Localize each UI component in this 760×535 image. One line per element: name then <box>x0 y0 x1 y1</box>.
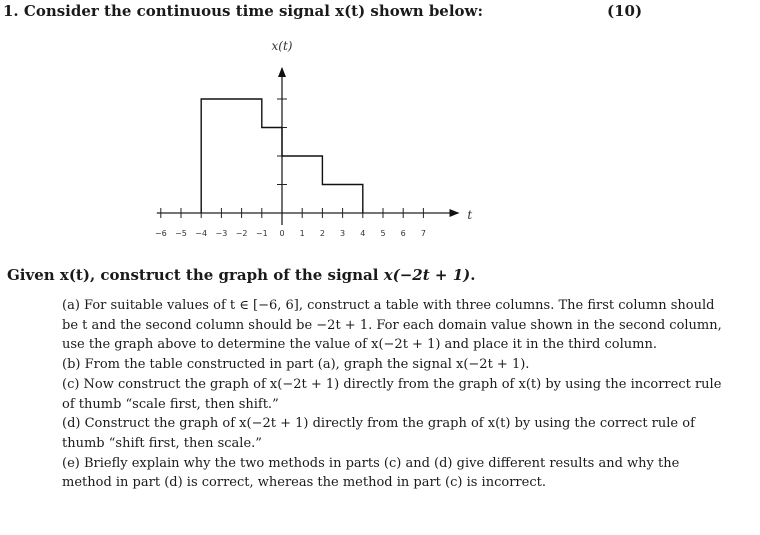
given-statement <box>7 266 475 284</box>
x-tick-label: −1 <box>255 229 268 238</box>
x-tick-label: 0 <box>279 229 285 238</box>
x-tick-label: 1 <box>299 229 305 238</box>
part-e: (e) Briefly explain why the two methods in parts (c) and (d) give different results and why the method in part (d) is correct, whereas the method in part (c) is incorrect. <box>62 455 680 491</box>
x-tick-label: 6 <box>400 229 406 238</box>
y-axis-label: x(t) <box>271 39 293 53</box>
x-tick-label: −6 <box>154 229 167 238</box>
part-d: (d) Construct the graph of x(−2t + 1) directly from the graph of x(t) by using the correct rule of thumb “shift first, then scale.” <box>62 416 695 451</box>
plot-ticks <box>161 99 424 218</box>
x-tick-label: −2 <box>235 229 248 238</box>
x-tick-label: 5 <box>380 229 386 238</box>
given-signal: x(−2t + 1) <box>383 266 471 284</box>
x-axis-label: t <box>467 208 473 222</box>
part-c: (c) Now construct the graph of x(−2t + 1) directly from the graph of x(t) by using the incorrect rule of thumb “scale first, then shift.” <box>62 376 722 412</box>
x-tick-label: 3 <box>340 229 346 238</box>
x-tick-label: 2 <box>319 229 325 238</box>
x-tick-label: 7 <box>420 229 426 238</box>
question-points: (10) <box>607 2 643 20</box>
signal-plot <box>0 0 760 260</box>
x-tick-label: 4 <box>360 229 366 238</box>
question-title: 1. Consider the continuous time signal x(t) shown below: <box>3 2 483 20</box>
given-prefix: Given x(t), construct the graph of the signal <box>7 266 384 284</box>
x-tick-label: −5 <box>175 229 187 238</box>
x-tick-label: −4 <box>195 229 208 238</box>
part-a: (a) For suitable values of t ∈ [−6, 6], construct a table with three columns. The first column should be t and the second column should be −2t + 1. For each domain value shown in the second column, use the graph above to determine the value of x(−2t + 1) and place it in the third column. <box>62 298 722 353</box>
plot-axes <box>157 68 459 225</box>
plot-tick-labels <box>155 229 426 238</box>
question-parts <box>62 296 722 493</box>
x-tick-label: −3 <box>215 229 228 238</box>
given-suffix: . <box>470 266 476 284</box>
part-b: (b) From the table constructed in part (a), graph the signal x(−2t + 1). <box>62 357 530 373</box>
